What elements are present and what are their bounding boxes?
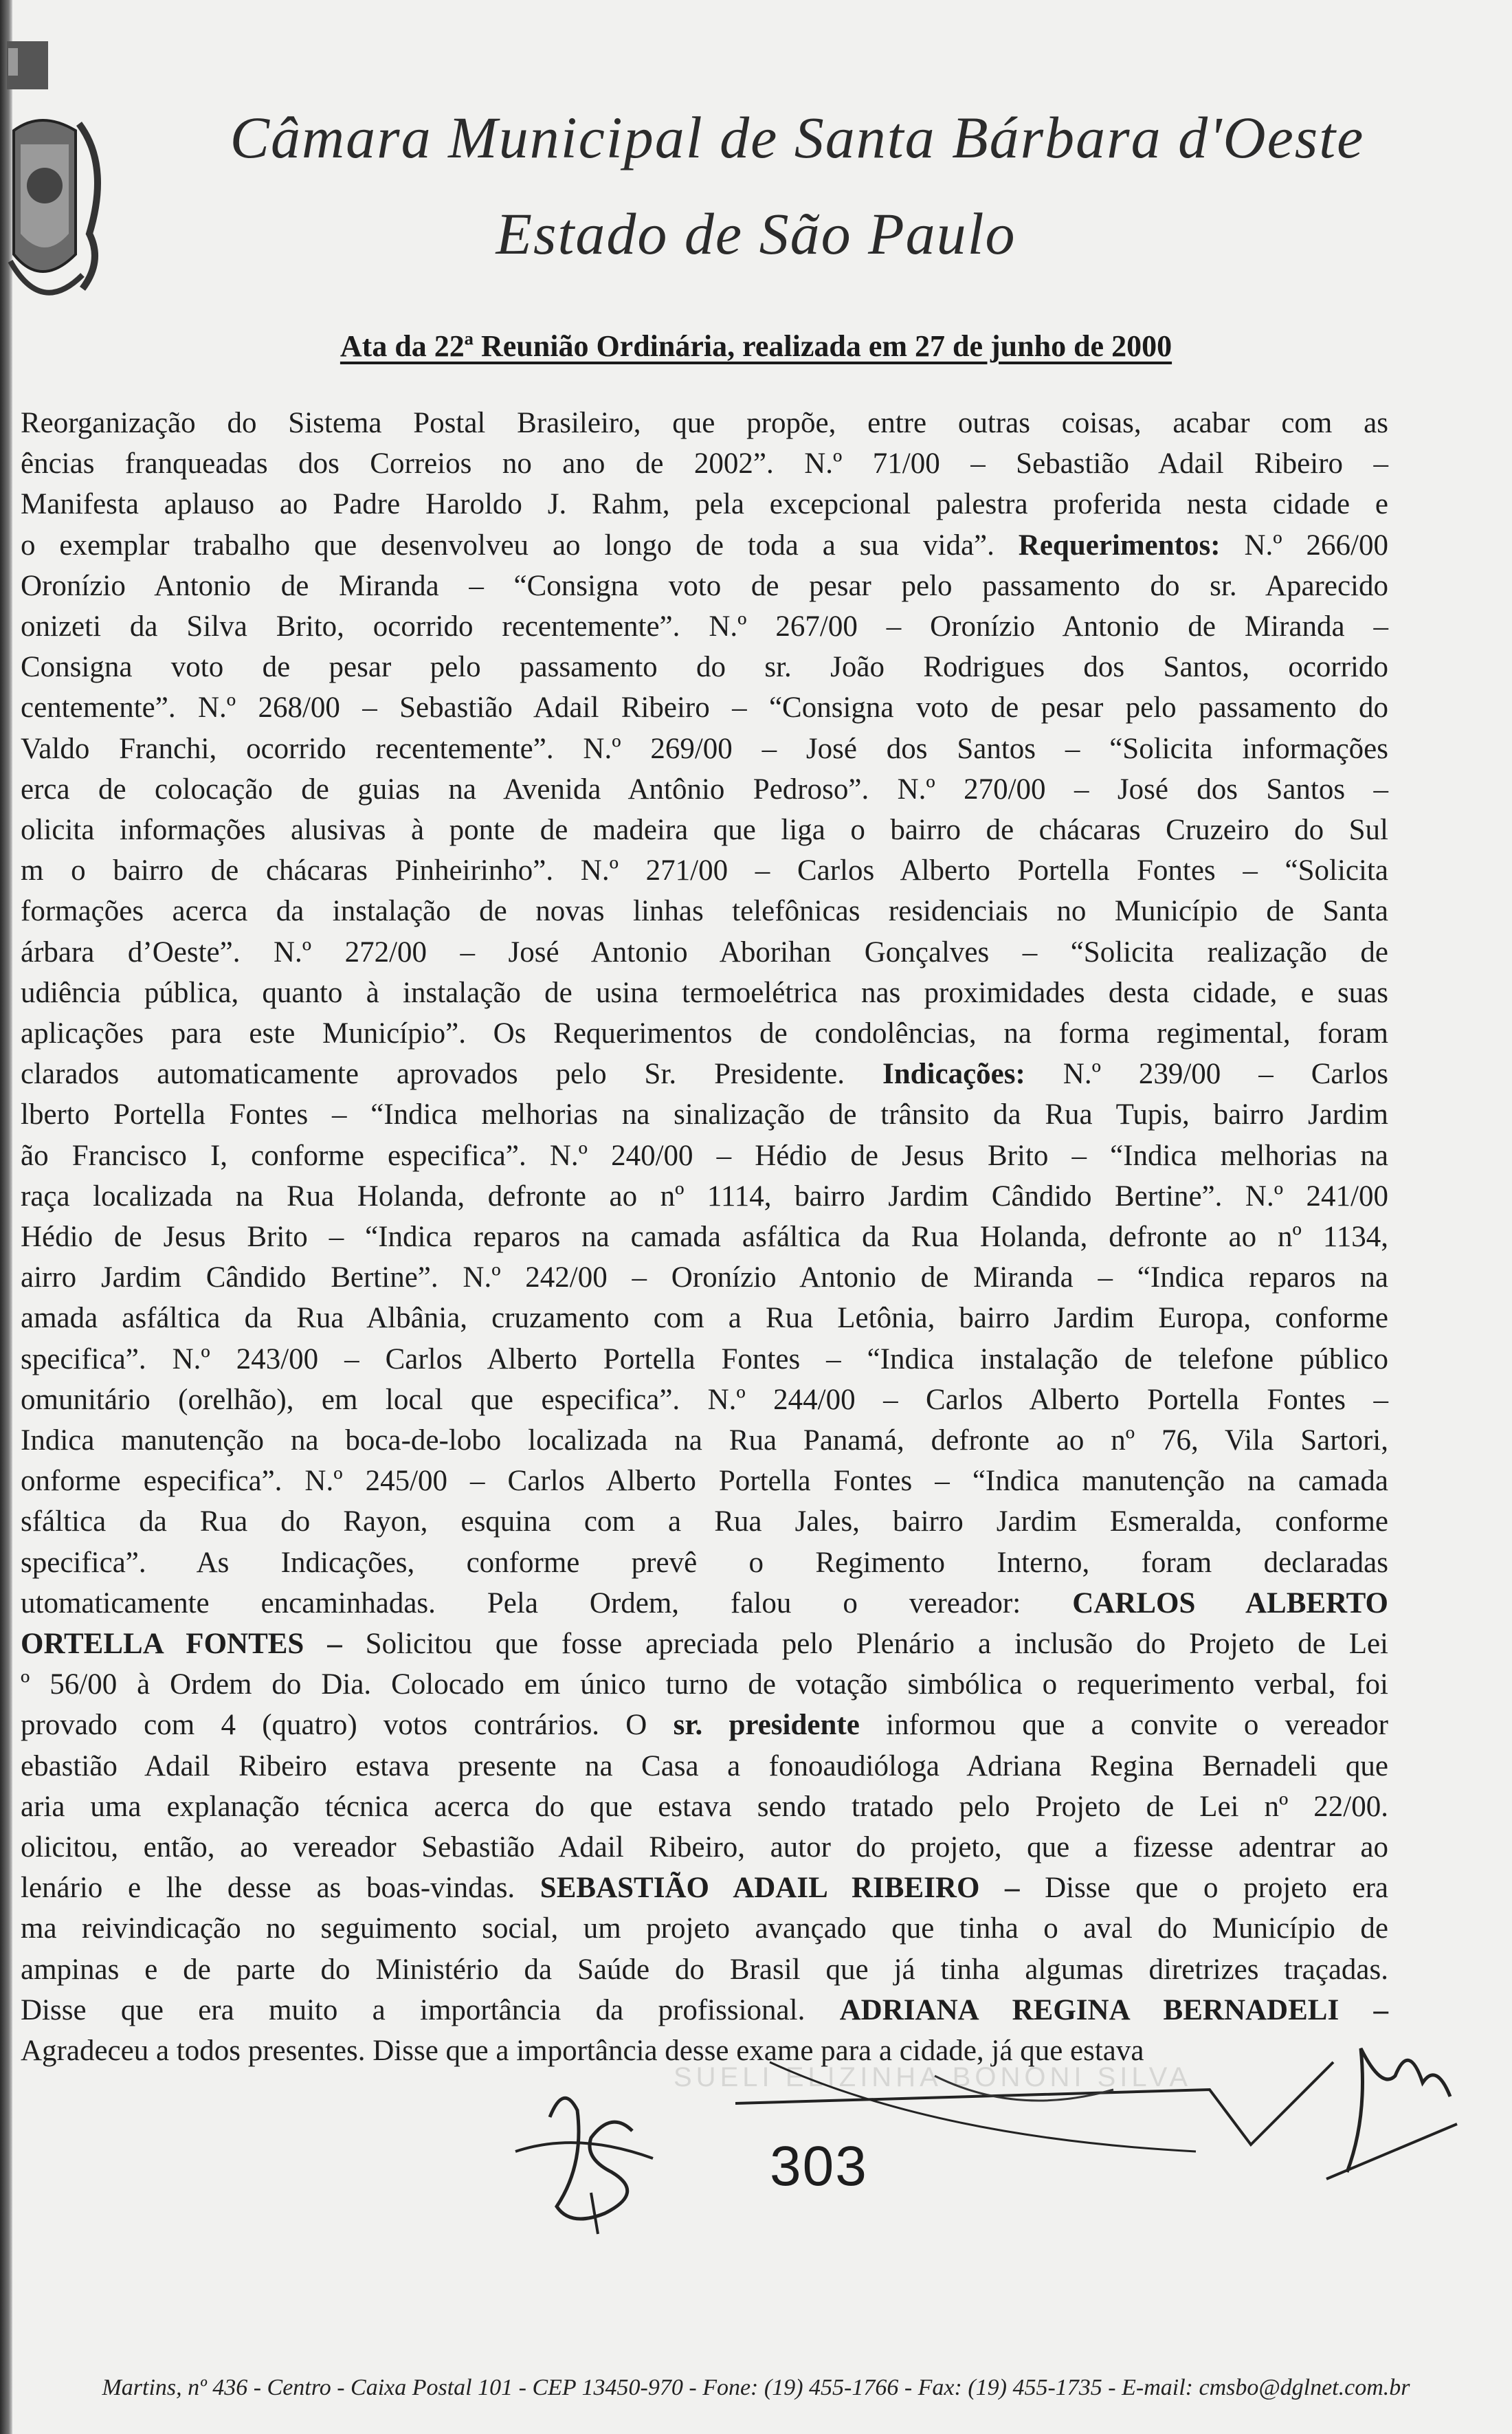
- body-line: [21, 568, 1388, 604]
- text-segment: ampinas e de parte do Ministério da Saúde do Brasil que já tinha algumas diretrizes traçadas.: [21, 1953, 1388, 1986]
- text-segment: aria uma explanação técnica acerca do que estava sendo tratado pelo Projeto de Lei nº 22/00.: [21, 1790, 1388, 1823]
- text-segment: centemente”. N.º 268/00 – Sebastião Adail Ribeiro – “Consigna voto de pesar pelo passamento do: [21, 692, 1388, 724]
- text-segment: Disse que era muito a importância da profissional.: [21, 1993, 840, 2026]
- body-line: [21, 1219, 1388, 1255]
- bold-text: SEBASTIÃO ADAIL RIBEIRO –: [540, 1872, 1020, 1905]
- body-line: [21, 935, 1388, 971]
- body-line: [21, 1667, 1388, 1703]
- text-segment: airro Jardim Cândido Bertine”. N.º 242/00 – Oronízio Antonio de Miranda – “Indica reparos na: [21, 1261, 1388, 1294]
- body-line: [21, 1749, 1388, 1784]
- body-line: [21, 528, 1388, 564]
- bold-text: ADRIANA REGINA BERNADELI –: [839, 1993, 1388, 2026]
- body-line: [21, 446, 1388, 482]
- text-segment: Consigna voto de pesar pelo passamento do sr. João Rodrigues dos Santos, ocorrido: [21, 651, 1388, 684]
- body-line: [21, 1463, 1388, 1499]
- text-segment: Hédio de Jesus Brito – “Indica reparos na camada asfáltica da Rua Holanda, defronte ao nº 1134,: [21, 1221, 1388, 1253]
- text-segment: specifica”. As Indicações, conforme prevê o Regimento Interno, foram declaradas: [21, 1546, 1388, 1579]
- text-segment: o exemplar trabalho que desenvolveu ao longo de toda a sua vida”.: [21, 529, 1019, 562]
- body-line: [21, 731, 1388, 767]
- text-segment: onforme especifica”. N.º 245/00 – Carlos Alberto Portella Fontes – “Indica manutenção na camada: [21, 1465, 1388, 1498]
- body-line: [21, 812, 1388, 848]
- body-line: [21, 1626, 1388, 1662]
- body-line: [21, 1586, 1388, 1622]
- body-line: [21, 853, 1388, 889]
- body-line: [21, 406, 1388, 441]
- body-line: [21, 1789, 1388, 1825]
- text-segment: ebastião Adail Ribeiro estava presente na Casa a fonoaudióloga Adriana Regina Bernadeli que: [21, 1749, 1388, 1782]
- body-line: [21, 1870, 1388, 1906]
- text-segment: Solicitou que fosse apreciada pelo Plenário a inclusão do Projeto de Lei: [342, 1628, 1388, 1660]
- body-line: [21, 1423, 1388, 1459]
- text-segment: amada asfáltica da Rua Albânia, cruzamento com a Rua Letônia, bairro Jardim Europa, conforme: [21, 1302, 1388, 1335]
- bold-text: Requerimentos:: [1018, 529, 1221, 562]
- text-segment: lberto Portella Fontes – “Indica melhorias na sinalização de trânsito da Rua Tupis, bairro Jardim: [21, 1098, 1388, 1131]
- text-segment: sfáltica da Rua do Rayon, esquina com a Rua Jales, bairro Jardim Esmeralda, conforme: [21, 1505, 1388, 1538]
- coat-of-arms-emblem: [0, 27, 117, 316]
- body-line: [21, 1179, 1388, 1215]
- text-segment: m o bairro de chácaras Pinheirinho”. N.º 271/00 – Carlos Alberto Portella Fontes – “Solicita: [21, 854, 1388, 887]
- body-line: [21, 487, 1388, 522]
- text-segment: º 56/00 à Ordem do Dia. Colocado em único turno de votação simbólica o requerimento verbal, foi: [21, 1668, 1388, 1701]
- bold-text: sr. presidente: [673, 1709, 860, 1742]
- bold-text: Indicações:: [882, 1058, 1025, 1091]
- text-segment: omunitário (orelhão), em local que especifica”. N.º 244/00 – Carlos Alberto Portella Fontes –: [21, 1383, 1388, 1416]
- body-line: [21, 609, 1388, 645]
- text-segment: olicita informações alusivas à ponte de madeira que liga o bairro de chácaras Cruzeiro do Sul: [21, 814, 1388, 846]
- text-segment: ências franqueadas dos Correios no ano de 2002”. N.º 71/00 – Sebastião Adail Ribeiro –: [21, 447, 1388, 480]
- text-segment: N.º 239/00 – Carlos: [1025, 1058, 1388, 1091]
- text-segment: Reorganização do Sistema Postal Brasileiro, que propõe, entre outras coisas, acabar com as: [21, 407, 1388, 439]
- body-line: [21, 1342, 1388, 1378]
- text-segment: lenário e lhe desse as boas-vindas.: [21, 1872, 540, 1905]
- text-segment: onizeti da Silva Brito, ocorrido recentemente”. N.º 267/00 – Oronízio Antonio de Miranda –: [21, 610, 1388, 643]
- text-segment: provado com 4 (quatro) votos contrários. O: [21, 1709, 674, 1742]
- faint-stamp-text: SUELI ELIZINHA BONONI SILVA: [674, 2062, 1192, 2092]
- body-line: [21, 1993, 1388, 2028]
- text-segment: árbara d’Oeste”. N.º 272/00 – José Antonio Aborihan Gonçalves – “Solicita realização de: [21, 936, 1388, 969]
- state-name: Estado de São Paulo: [496, 201, 1016, 267]
- minutes-title: Ata da 22ª Reunião Ordinária, realizada em 27 de junho de 2000: [340, 329, 1172, 363]
- text-segment: N.º 266/00: [1220, 529, 1388, 562]
- body-line: [21, 1138, 1388, 1174]
- body-line: [21, 1097, 1388, 1133]
- body-line: [21, 1056, 1388, 1092]
- text-segment: formações acerca da instalação de novas linhas telefônicas residenciais no Município de Santa: [21, 895, 1388, 928]
- bold-text: ORTELLA FONTES –: [21, 1628, 342, 1660]
- bold-text: CARLOS ALBERTO: [1072, 1586, 1388, 1619]
- body-line: [21, 1260, 1388, 1296]
- body-line: [21, 1545, 1388, 1581]
- body-line: [21, 1952, 1388, 1988]
- body-line: [21, 690, 1388, 726]
- text-segment: informou que a convite o vereador: [859, 1709, 1388, 1742]
- body-line: [21, 1016, 1388, 1052]
- body-line: [21, 1830, 1388, 1866]
- signature-left: [509, 2069, 660, 2248]
- body-line: [21, 650, 1388, 685]
- text-segment: Agradeceu a todos presentes. Disse que a importância desse exame para a cidade, já que estava: [21, 2035, 1144, 2067]
- institution-name: Câmara Municipal de Santa Bárbara d'Oeste: [230, 104, 1365, 170]
- text-segment: aplicações para este Município”. Os Requerimentos de condolências, na forma regimental, foram: [21, 1017, 1388, 1050]
- text-segment: Indica manutenção na boca-de-lobo localizada na Rua Panamá, defronte ao nº 76, Vila Sartori,: [21, 1424, 1388, 1457]
- text-segment: olicitou, então, ao vereador Sebastião Adail Ribeiro, autor do projeto, que a fizesse adentrar ao: [21, 1831, 1388, 1863]
- body-line: [21, 1504, 1388, 1540]
- text-segment: Valdo Franchi, ocorrido recentemente”. N.º 269/00 – José dos Santos – “Solicita informações: [21, 732, 1388, 765]
- text-segment: ma reivindicação no seguimento social, um projeto avançado que tinha o aval do Município de: [21, 1912, 1388, 1945]
- body-line: [21, 894, 1388, 929]
- body-line: [21, 1707, 1388, 1743]
- body-line: [21, 975, 1388, 1011]
- page-number: 303: [770, 2135, 868, 2198]
- body-line: [21, 772, 1388, 808]
- text-segment: Oronízio Antonio de Miranda – “Consigna voto de pesar pelo passamento do sr. Aparecido: [21, 569, 1388, 602]
- text-segment: specifica”. N.º 243/00 – Carlos Alberto Portella Fontes – “Indica instalação de telefone público: [21, 1342, 1388, 1375]
- text-segment: utomaticamente encaminhadas. Pela Ordem, falou o vereador:: [21, 1586, 1073, 1619]
- body-line: [21, 1911, 1388, 1947]
- text-segment: udiência pública, quanto à instalação de usina termoelétrica nas proximidades desta cidade, e suas: [21, 976, 1388, 1009]
- body-line: [21, 1382, 1388, 1418]
- text-segment: raça localizada na Rua Holanda, defronte ao nº 1114, bairro Jardim Cândido Bertine”. N.º 241/00: [21, 1180, 1388, 1213]
- text-segment: erca de colocação de guias na Avenida Antônio Pedroso”. N.º 270/00 – José dos Santos –: [21, 773, 1388, 806]
- body-line: [21, 1301, 1388, 1336]
- binding-edge: [0, 0, 12, 2434]
- text-segment: clarados automaticamente aprovados pelo Sr. Presidente.: [21, 1058, 882, 1091]
- text-segment: Disse que o projeto era: [1019, 1872, 1389, 1905]
- footer-address: Martins, nº 436 - Centro - Caixa Postal 101 - CEP 13450-970 - Fone: (19) 455-1766 - Fax: (19) 455-1735 - E-mail: cmsbo@dglnet.com.br: [102, 2375, 1410, 2400]
- text-segment: Manifesta aplauso ao Padre Haroldo J. Rahm, pela excepcional palestra proferida nesta cidade e: [21, 488, 1388, 521]
- signature-right: [1320, 2035, 1471, 2193]
- text-segment: ão Francisco I, conforme especifica”. N.º 240/00 – Hédio de Jesus Brito – “Indica melhorias na: [21, 1139, 1388, 1172]
